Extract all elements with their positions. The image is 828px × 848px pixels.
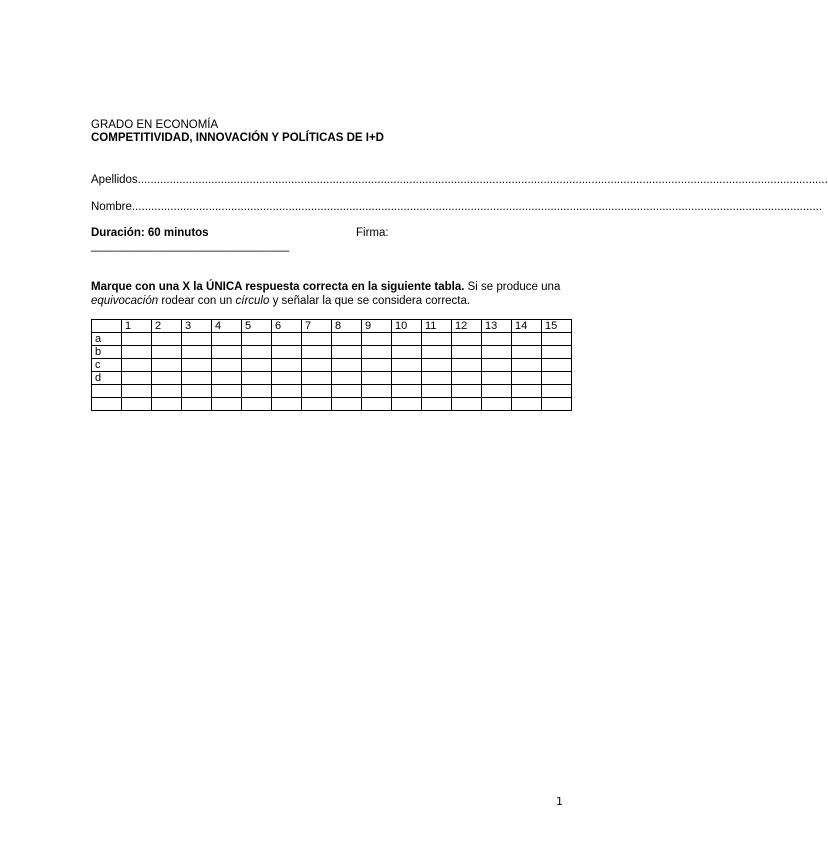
answer-cell[interactable] [302,398,332,411]
duration-label: Duración: 60 minutos [91,227,209,239]
answer-cell[interactable] [512,346,542,359]
instructions-part3: rodear con un [158,295,236,307]
answer-cell[interactable] [182,333,212,346]
answer-cell[interactable] [512,333,542,346]
table-row [92,346,572,359]
answer-cell[interactable] [512,359,542,372]
answer-table [91,319,572,411]
row-label-b: b [92,346,122,359]
answer-cell[interactable] [152,398,182,411]
table-corner-cell [92,320,122,333]
column-header-9: 9 [362,320,392,333]
nombre-label: Nombre [91,201,132,213]
column-header-2: 2 [152,320,182,333]
answer-cell[interactable] [212,359,242,372]
answer-cell[interactable] [182,385,212,398]
answer-cell[interactable] [152,385,182,398]
answer-cell[interactable] [542,346,572,359]
answer-cell[interactable] [302,359,332,372]
answer-cell[interactable] [422,385,452,398]
answer-cell[interactable] [212,372,242,385]
answer-cell[interactable] [392,385,422,398]
table-row [92,385,572,398]
answer-cell[interactable] [452,372,482,385]
answer-cell[interactable] [122,398,152,411]
answer-cell[interactable] [332,385,362,398]
degree-title: GRADO EN ECONOMÍA [91,119,219,131]
answer-cell[interactable] [362,346,392,359]
table-row [92,398,572,411]
answer-cell[interactable] [542,385,572,398]
answer-cell[interactable] [392,372,422,385]
answer-cell[interactable] [452,346,482,359]
column-header-7: 7 [302,320,332,333]
answer-cell[interactable] [182,346,212,359]
row-label-blank-5 [92,398,122,411]
answer-cell[interactable] [512,398,542,411]
answer-cell[interactable] [542,398,572,411]
answer-cell[interactable] [152,346,182,359]
column-header-13: 13 [482,320,512,333]
column-header-6: 6 [272,320,302,333]
answer-cell[interactable] [302,385,332,398]
column-header-3: 3 [182,320,212,333]
table-row [92,359,572,372]
answer-cell[interactable] [182,359,212,372]
answer-cell[interactable] [242,346,272,359]
instructions-italic-equivocacion: equivocación [91,295,159,307]
answer-cell[interactable] [482,385,512,398]
answer-cell[interactable] [362,359,392,372]
answer-cell[interactable] [512,372,542,385]
instructions-part4: y señalar la que se considera correcta. [269,295,471,307]
answer-cell[interactable] [482,346,512,359]
answer-cell[interactable] [152,372,182,385]
column-header-15: 15 [542,320,572,333]
instructions-part2: Si se produce una [464,281,561,293]
apellidos-label: Apellidos [91,174,138,186]
answer-cell[interactable] [122,359,152,372]
instructions-bold: Marque con una X la ÚNICA respuesta correcta en la siguiente tabla. [91,281,465,293]
firma-label: Firma: [356,227,389,239]
answer-cell[interactable] [272,398,302,411]
answer-cell[interactable] [362,385,392,398]
answer-cell[interactable] [122,346,152,359]
answer-cell[interactable] [272,372,302,385]
signature-line[interactable]: _______________________________ [91,240,290,252]
answer-cell[interactable] [452,385,482,398]
answer-cell[interactable] [272,346,302,359]
answer-cell[interactable] [392,346,422,359]
answer-cell[interactable] [392,398,422,411]
row-label-c: c [92,359,122,372]
answer-cell[interactable] [422,359,452,372]
answer-cell[interactable] [482,333,512,346]
answer-cell[interactable] [362,398,392,411]
answer-cell[interactable] [422,398,452,411]
answer-cell[interactable] [302,346,332,359]
instructions-line-1 [91,280,560,294]
row-label-a: a [92,333,122,346]
column-header-10: 10 [392,320,422,333]
column-header-8: 8 [332,320,362,333]
answer-cell[interactable] [482,359,512,372]
answer-cell[interactable] [332,359,362,372]
answer-cell[interactable] [452,398,482,411]
answer-cell[interactable] [242,385,272,398]
answer-cell[interactable] [242,359,272,372]
answer-cell[interactable] [332,333,362,346]
answer-cell[interactable] [512,385,542,398]
course-title: COMPETITIVIDAD, INNOVACIÓN Y POLÍTICAS DE I+D [91,132,384,144]
answer-cell[interactable] [392,333,422,346]
answer-cell[interactable] [272,385,302,398]
answer-cell[interactable] [122,372,152,385]
answer-cell[interactable] [272,359,302,372]
answer-cell[interactable] [242,372,272,385]
answer-cell[interactable] [452,333,482,346]
apellidos-dots: ........................................................................................................................................................................................................................ [137,174,828,186]
answer-cell[interactable] [542,333,572,346]
answer-cell[interactable] [362,333,392,346]
column-header-11: 11 [422,320,452,333]
table-row [92,372,572,385]
answer-cell[interactable] [212,398,242,411]
instructions-line-2 [91,294,470,308]
table-row [92,333,572,346]
answer-cell[interactable] [332,346,362,359]
answer-cell[interactable] [422,346,452,359]
answer-cell[interactable] [482,398,512,411]
answer-cell[interactable] [152,359,182,372]
answer-cell[interactable] [452,359,482,372]
answer-cell[interactable] [302,372,332,385]
answer-cell[interactable] [302,333,332,346]
column-header-5: 5 [242,320,272,333]
answer-cell[interactable] [392,359,422,372]
answer-cell[interactable] [542,372,572,385]
answer-cell[interactable] [242,333,272,346]
answer-cell[interactable] [422,372,452,385]
answer-cell[interactable] [332,398,362,411]
instructions-italic-circulo: círculo [235,295,270,307]
nombre-field[interactable] [91,200,823,214]
column-header-1: 1 [122,320,152,333]
answer-cell[interactable] [212,346,242,359]
table-header-row [92,320,572,333]
nombre-dots: ........................................................................................................................................................................................................................ [131,201,823,213]
answer-cell[interactable] [122,385,152,398]
answer-cell[interactable] [182,372,212,385]
answer-cell[interactable] [212,333,242,346]
column-header-12: 12 [452,320,482,333]
answer-cell[interactable] [182,398,212,411]
column-header-14: 14 [512,320,542,333]
answer-cell[interactable] [422,333,452,346]
row-label-d: d [92,372,122,385]
answer-cell[interactable] [242,398,272,411]
answer-cell[interactable] [482,372,512,385]
answer-cell[interactable] [332,372,362,385]
answer-cell[interactable] [362,372,392,385]
answer-cell[interactable] [542,359,572,372]
row-label-blank-4 [92,385,122,398]
column-header-4: 4 [212,320,242,333]
answer-cell[interactable] [212,385,242,398]
answer-cell[interactable] [122,333,152,346]
apellidos-field[interactable] [91,173,828,187]
answer-cell[interactable] [272,333,302,346]
page-number: 1 [556,795,563,808]
answer-cell[interactable] [152,333,182,346]
